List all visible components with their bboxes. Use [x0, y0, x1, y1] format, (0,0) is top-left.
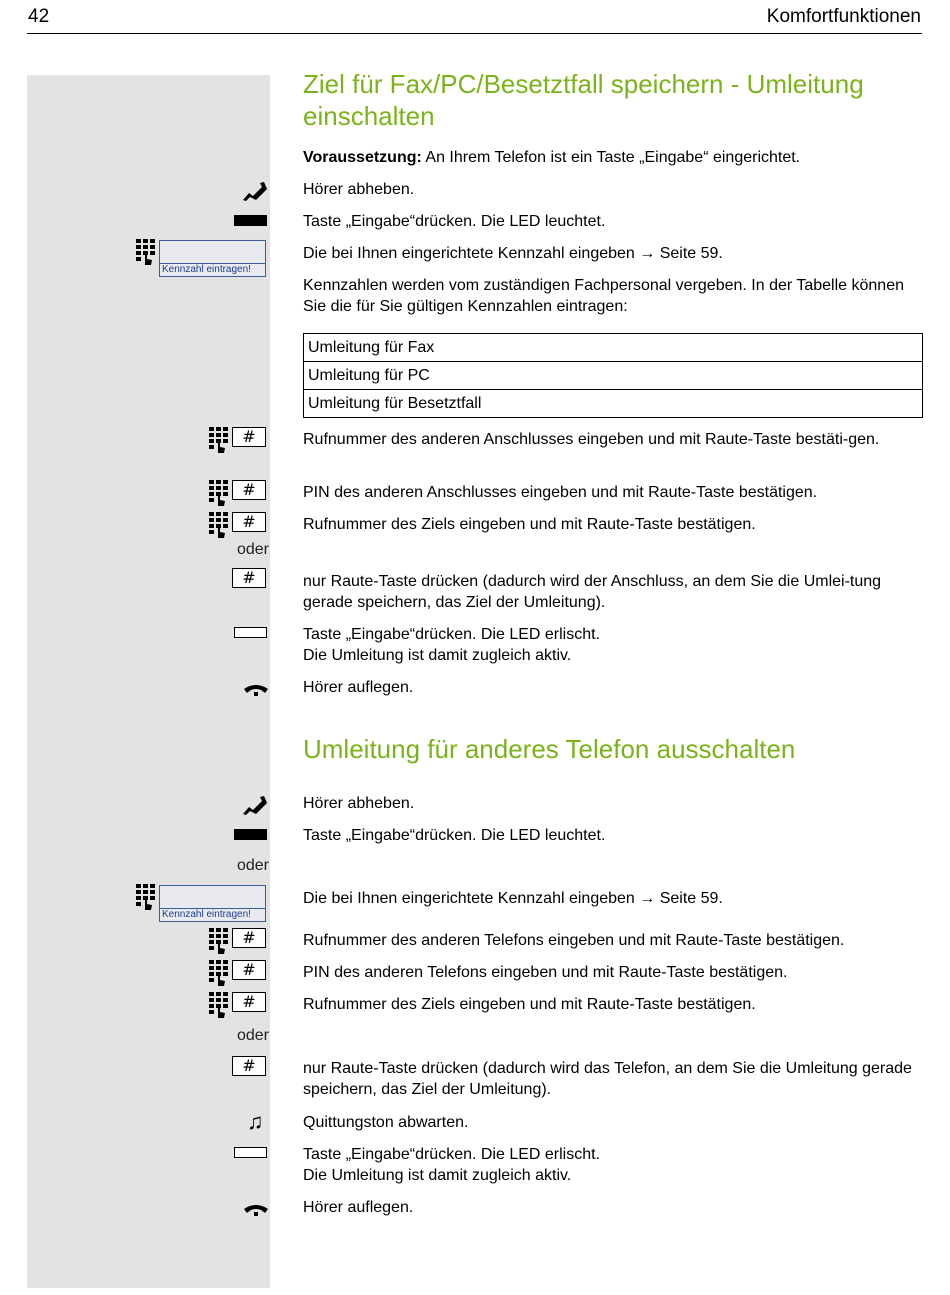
display-label: Kennzahl eintragen!	[162, 909, 251, 920]
led-key-off-icon	[234, 1147, 267, 1158]
display-field	[159, 885, 266, 922]
prereq-text: An Ihrem Telefon ist ein Taste „Eingabe“ eingerichtet.	[421, 149, 801, 166]
page-number: 42	[28, 6, 50, 27]
hash-key-icon: #	[232, 512, 266, 532]
led-key-on-icon	[234, 215, 267, 226]
oder-label: oder	[236, 857, 269, 874]
table-row	[304, 362, 923, 390]
s2-step-hangup: Hörer auflegen.	[303, 1199, 414, 1216]
keypad-icon	[136, 239, 156, 265]
s1-step-hangup: Hörer auflegen.	[303, 679, 414, 696]
s2-step-code: Die bei Ihnen eingerichtete Kennzahl eingeben → Seite 59.	[303, 890, 723, 907]
prerequisite	[303, 147, 923, 168]
prereq-label: Voraussetzung:	[303, 149, 422, 166]
table-cell[interactable]: Umleitung für PC	[304, 362, 923, 390]
oder-label: oder	[236, 541, 269, 558]
hash-key-icon: #	[232, 960, 266, 980]
hash-key-icon: #	[232, 1056, 266, 1076]
section1-heading: Ziel für Fax/PC/Besetztfall speichern - Umleitung einschalten	[303, 69, 864, 131]
s1-note: Kennzahlen werden vom zuständigen Fachpersonal vergeben. In der Tabelle können Sie die für Sie gültigen Kennzahlen eintragen:	[303, 277, 904, 315]
code-table	[303, 333, 923, 418]
s2-step-key-on: Taste „Eingabe“drücken. Die LED leuchtet.	[303, 827, 606, 844]
handset-off-hook-icon	[240, 180, 268, 202]
led-key-on-icon	[234, 829, 267, 840]
table-row	[304, 334, 923, 362]
section2-heading: Umleitung für anderes Telefon ausschalten	[303, 734, 796, 764]
s1-step-key-off: Taste „Eingabe“drücken. Die LED erlischt.	[303, 626, 601, 643]
keypad-icon	[209, 928, 229, 954]
s1-step-target: Rufnummer des Ziels eingeben und mit Raute-Taste bestätigen.	[303, 516, 756, 533]
handset-off-hook-icon	[240, 794, 268, 816]
hash-key-icon: #	[232, 427, 266, 447]
s1-step-code: Die bei Ihnen eingerichtete Kennzahl eingeben → Seite 59.	[303, 245, 723, 262]
s1-step-lift: Hörer abheben.	[303, 181, 415, 198]
s1-step-number: Rufnummer des anderen Anschlusses eingeben und mit Raute-Taste bestäti-gen.	[303, 431, 880, 448]
handset-on-hook-icon	[243, 683, 269, 697]
handset-on-hook-icon	[243, 1203, 269, 1217]
hash-key-icon: #	[232, 480, 266, 500]
oder-label: oder	[236, 1027, 269, 1044]
s1-step-key-on: Taste „Eingabe“drücken. Die LED leuchtet.	[303, 213, 606, 230]
s1-step-pin: PIN des anderen Anschlusses eingeben und mit Raute-Taste bestätigen.	[303, 484, 818, 501]
s1-step-active: Die Umleitung ist damit zugleich aktiv.	[303, 647, 572, 664]
led-key-off-icon	[234, 627, 267, 638]
table-row	[304, 390, 923, 418]
s1-step-hash-only: nur Raute-Taste drücken (dadurch wird der Anschluss, an dem Sie die Umlei-tung gerade speichern, das Ziel der Umleitung).	[303, 573, 882, 611]
s2-step-target: Rufnummer des Ziels eingeben und mit Raute-Taste bestätigen.	[303, 996, 756, 1013]
keypad-icon	[209, 480, 229, 506]
hash-key-icon: #	[232, 992, 266, 1012]
s2-step-number: Rufnummer des anderen Telefons eingeben und mit Raute-Taste bestätigen.	[303, 932, 845, 949]
s2-step-tone: Quittungston abwarten.	[303, 1114, 469, 1131]
s2-step-active: Die Umleitung ist damit zugleich aktiv.	[303, 1167, 572, 1184]
keypad-icon	[209, 992, 229, 1018]
table-cell[interactable]: Umleitung für Besetztfall	[304, 390, 923, 418]
keypad-icon	[136, 884, 156, 910]
keypad-icon	[209, 427, 229, 453]
s2-step-key-off: Taste „Eingabe“drücken. Die LED erlischt.	[303, 1146, 601, 1163]
chapter-title: Komfortfunktionen	[766, 6, 921, 27]
table-cell[interactable]: Umleitung für Fax	[304, 334, 923, 362]
display-label: Kennzahl eintragen!	[162, 264, 251, 275]
s2-step-pin: PIN des anderen Telefons eingeben und mit Raute-Taste bestätigen.	[303, 964, 788, 981]
keypad-icon	[209, 960, 229, 986]
s2-step-hash-only: nur Raute-Taste drücken (dadurch wird das Telefon, an dem Sie die Umleitung gerade speichern, das Ziel der Umleitung).	[303, 1060, 912, 1098]
keypad-icon	[209, 512, 229, 538]
header-rule	[27, 33, 922, 34]
hash-key-icon: #	[232, 568, 266, 588]
display-field	[159, 240, 266, 277]
hash-key-icon: #	[232, 928, 266, 948]
music-note-icon: ♫	[247, 1109, 264, 1134]
s2-step-lift: Hörer abheben.	[303, 795, 415, 812]
